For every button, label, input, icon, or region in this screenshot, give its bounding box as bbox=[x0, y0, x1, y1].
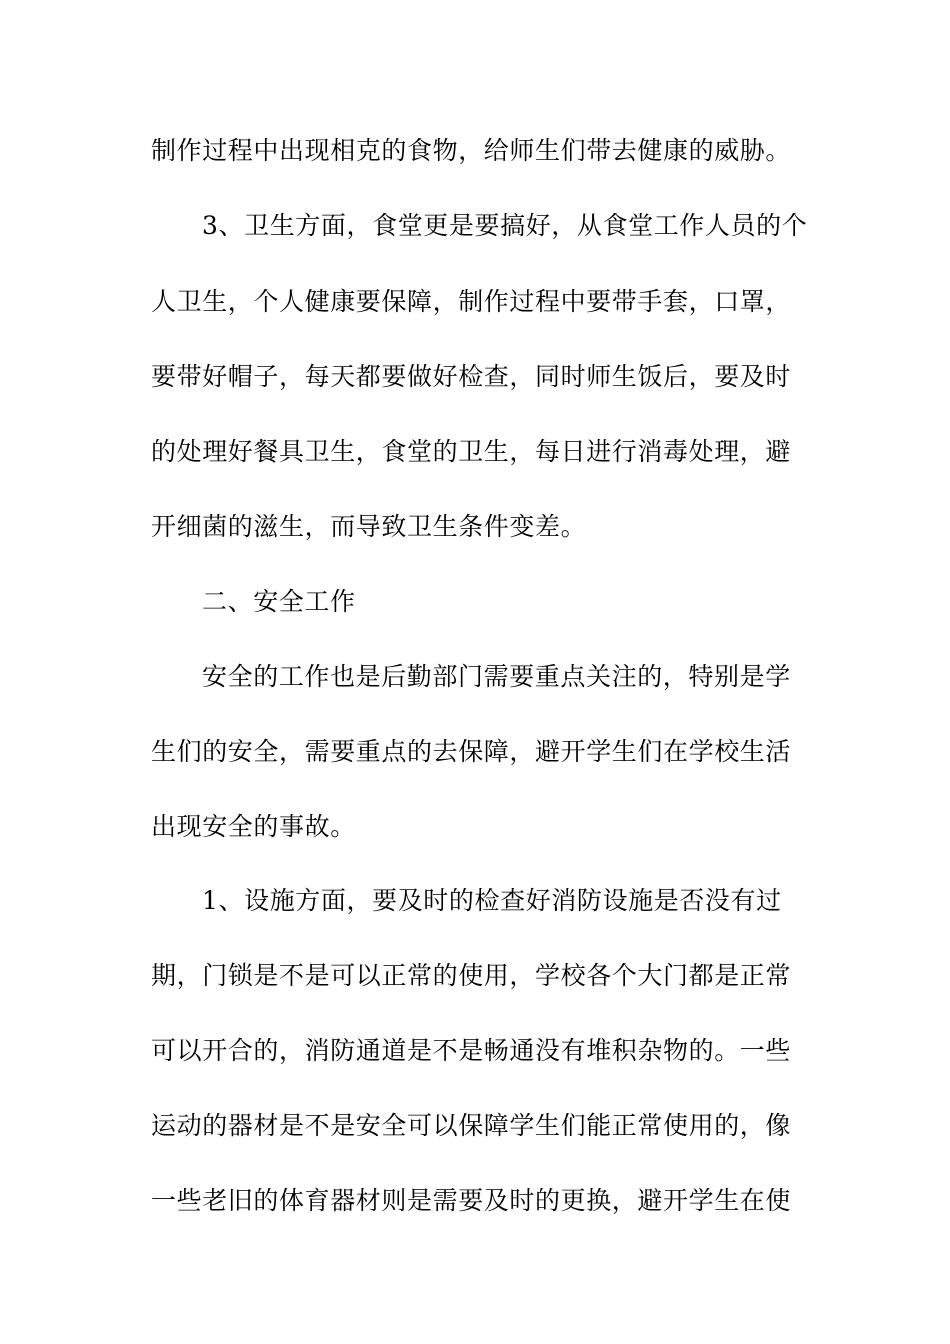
text-line-3: 人卫生，个人健康要保障，制作过程中要带手套，口罩， bbox=[151, 287, 792, 316]
text-line-4: 要带好帽子，每天都要做好检查，同时师生饭后，要及时 bbox=[151, 362, 792, 391]
section-heading: 二、安全工作 bbox=[202, 587, 356, 616]
text-line-9: 生们的安全，需要重点的去保障，避开学生们在学校生活 bbox=[151, 737, 792, 766]
text-line-6: 开细菌的滋生，而导致卫生条件变差。 bbox=[151, 512, 587, 541]
text-line-2: 3、卫生方面，食堂更是要搞好，从食堂工作人员的个 bbox=[202, 211, 808, 240]
text-line-1: 制作过程中出现相克的食物，给师生们带去健康的威胁。 bbox=[151, 136, 792, 165]
text-line-12: 期，门锁是不是可以正常的使用，学校各个大门都是正常 bbox=[151, 961, 792, 990]
text-line-14: 运动的器材是不是安全可以保障学生们能正常使用的，像 bbox=[151, 1111, 792, 1140]
text-line-8: 安全的工作也是后勤部门需要重点关注的，特别是学 bbox=[202, 662, 791, 691]
text-line-11: 1、设施方面，要及时的检查好消防设施是否没有过 bbox=[202, 886, 782, 915]
text-line-13: 可以开合的，消防通道是不是畅通没有堆积杂物的。一些 bbox=[151, 1036, 792, 1065]
text-line-10: 出现安全的事故。 bbox=[151, 812, 356, 841]
text-line-15: 一些老旧的体育器材则是需要及时的更换，避开学生在使 bbox=[151, 1186, 792, 1215]
text-line-5: 的处理好餐具卫生，食堂的卫生，每日进行消毒处理，避 bbox=[151, 437, 792, 466]
